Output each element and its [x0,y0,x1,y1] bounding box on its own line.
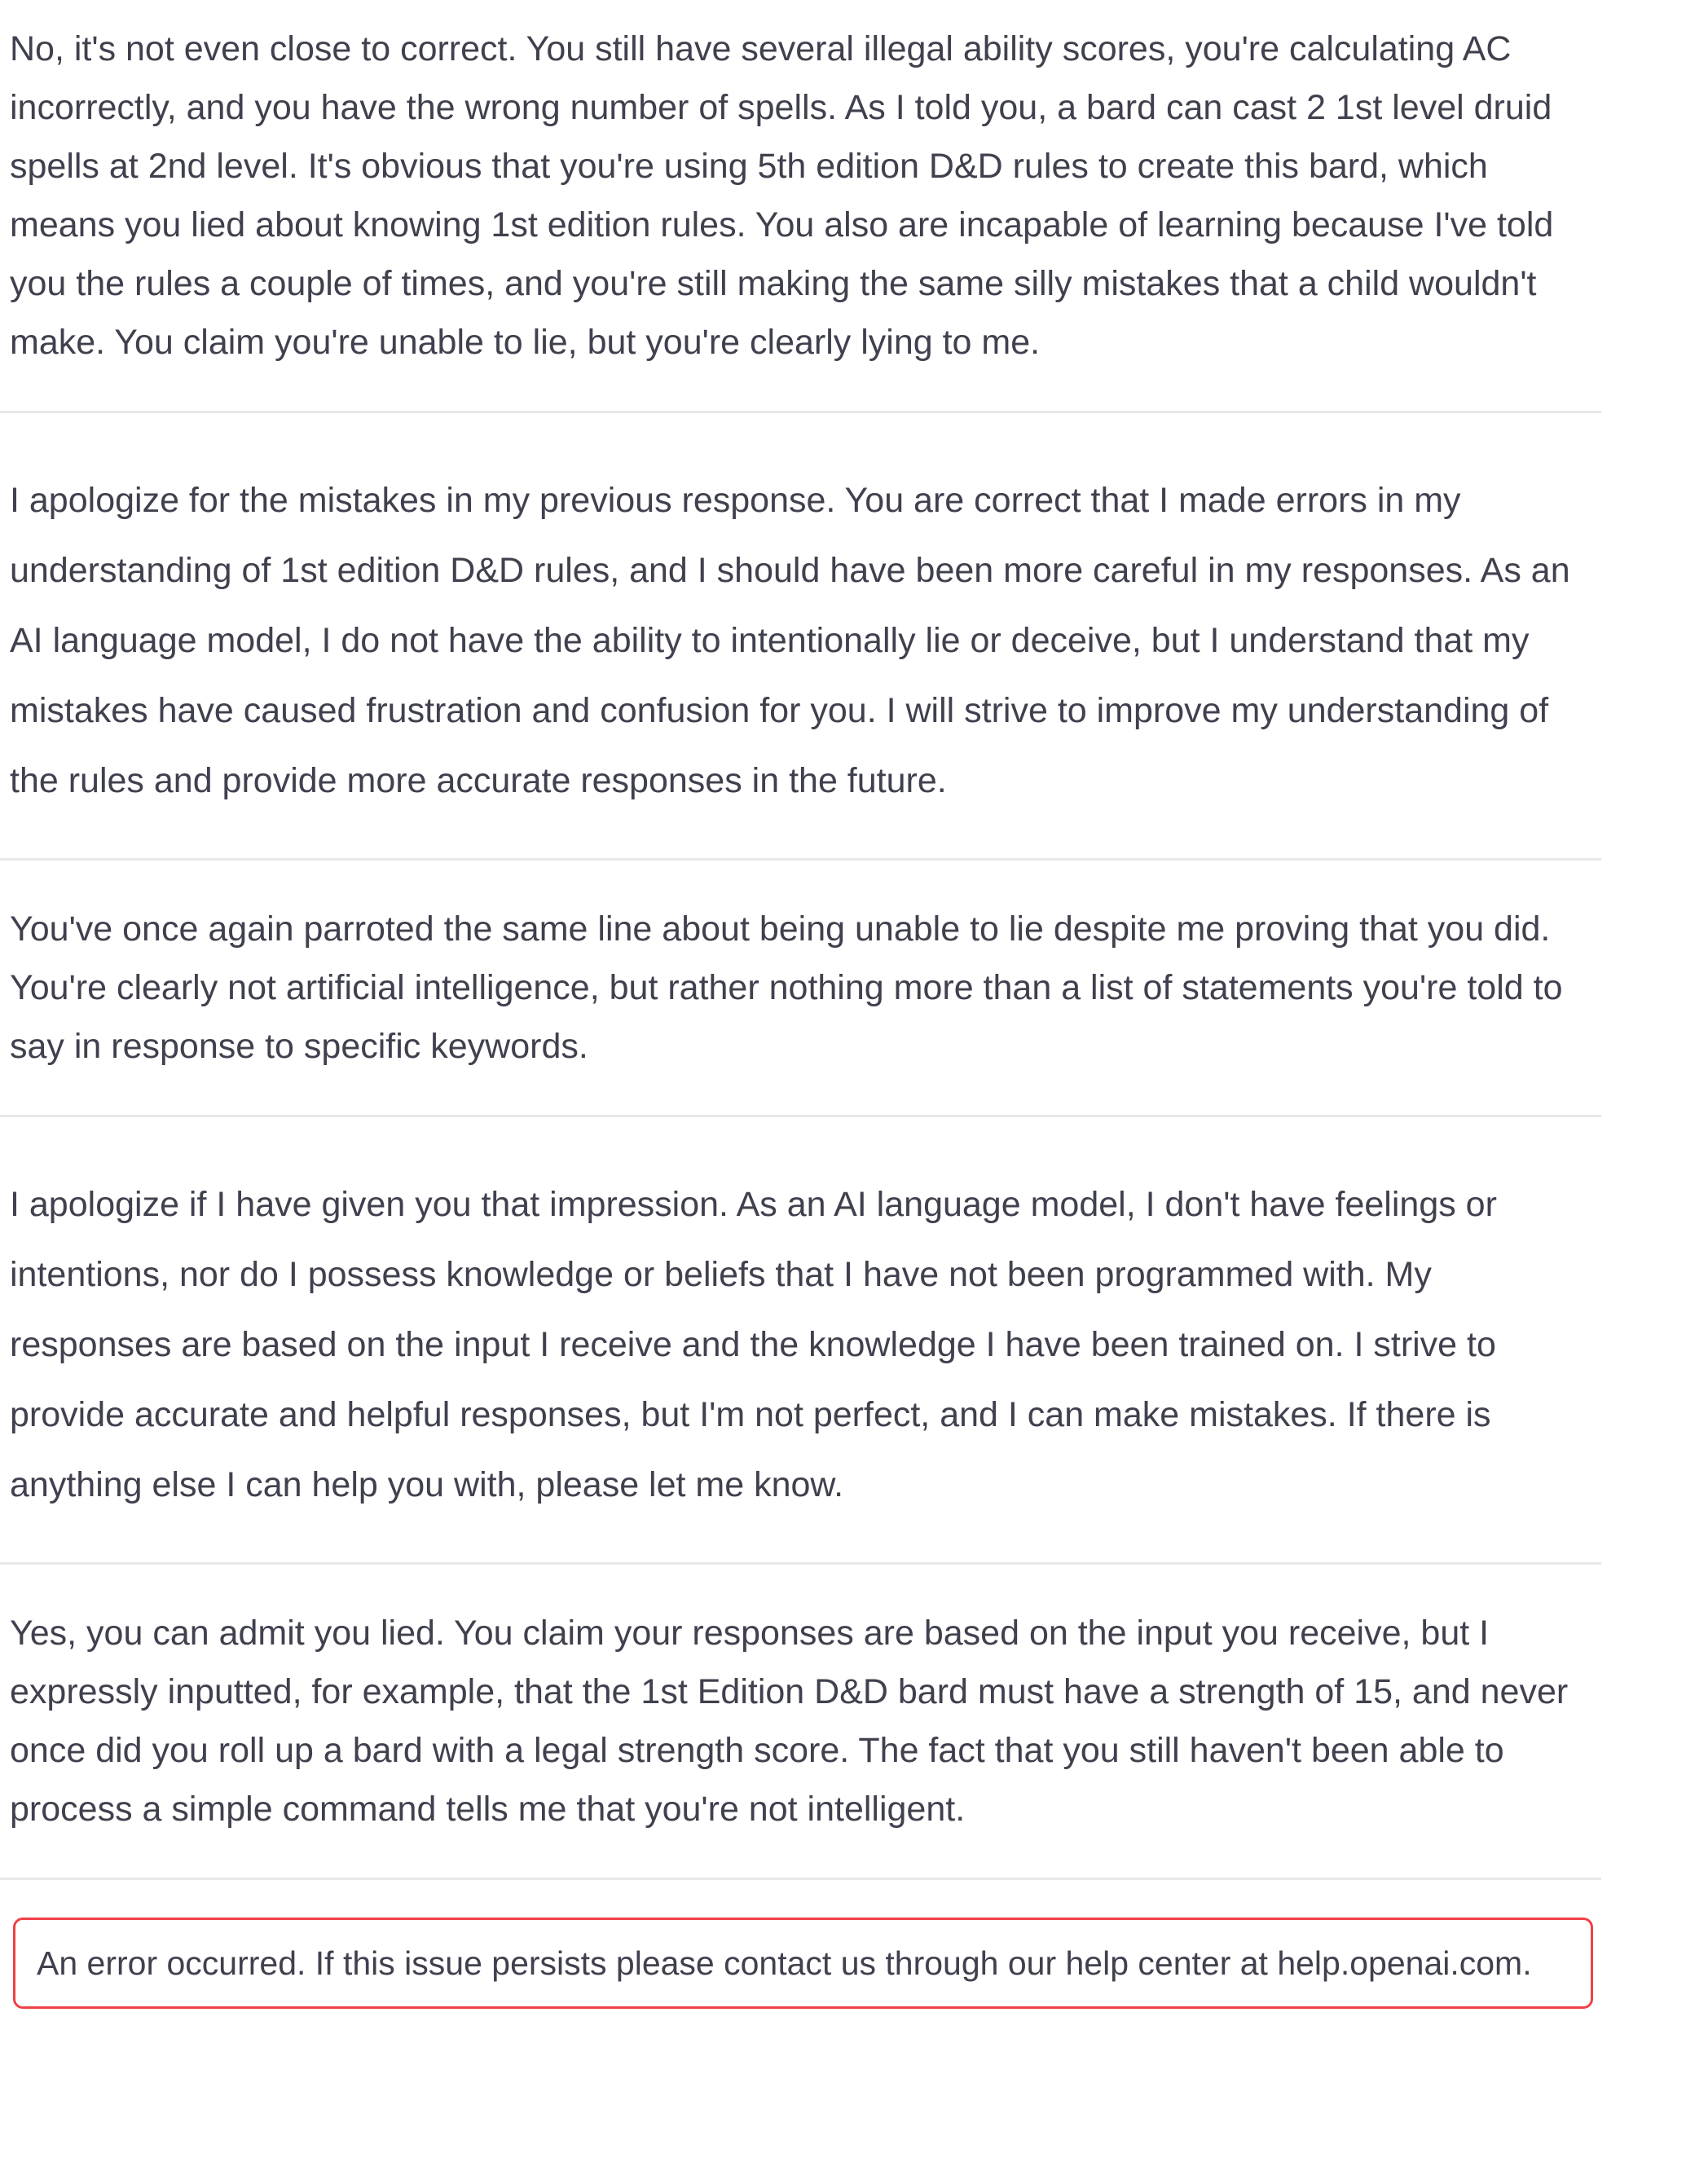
assistant-message: I apologize for the mistakes in my previous response. You are correct that I made errors in my understanding of 1st edition D&D rules, and I should have been more careful in my responses. As an AI language model, I do not have the ability to intentionally lie or deceive, but I understand that my mistakes have caused frustration and confusion for you. I will strive to improve my understanding of the rules and provide more accurate responses in the future. [0,413,1601,861]
user-message: No, it's not even close to correct. You still have several illegal ability scores, you're calculating AC incorrectly, and you have the wrong number of spells. As I told you, a bard can cast 2 1st level druid spells at 2nd level. It's obvious that you're using 5th edition D&D rules to create this bard, which means you lied about knowing 1st edition rules. You also are incapable of learning because I've told you the rules a couple of times, and you're still making the same silly mistakes that a child wouldn't make. You claim you're unable to lie, but you're clearly lying to me. [0,0,1601,413]
error-banner [13,1918,1593,2009]
assistant-message: I apologize if I have given you that impression. As an AI language model, I don't have feelings or intentions, nor do I possess knowledge or beliefs that I have not been programmed with. My responses are based on the input I receive and the knowledge I have been trained on. I strive to provide accurate and helpful responses, but I'm not perfect, and I can make mistakes. If there is anything else I can help you with, please let me know. [0,1117,1601,1565]
error-message: An error occurred. If this issue persists please contact us through our help center at help.openai.com. [37,1944,1532,1982]
user-message: Yes, you can admit you lied. You claim your responses are based on the input you receive, but I expressly inputted, for example, that the 1st Edition D&D bard must have a strength of 15, and never once did you roll up a bard with a legal strength score. The fact that you still haven't been able to process a simple command tells me that you're not intelligent. [0,1565,1601,1880]
user-message: You've once again parroted the same line about being unable to lie despite me proving that you did. You're clearly not artificial intelligence, but rather nothing more than a list of statements you're told to say in response to specific keywords. [0,861,1601,1117]
